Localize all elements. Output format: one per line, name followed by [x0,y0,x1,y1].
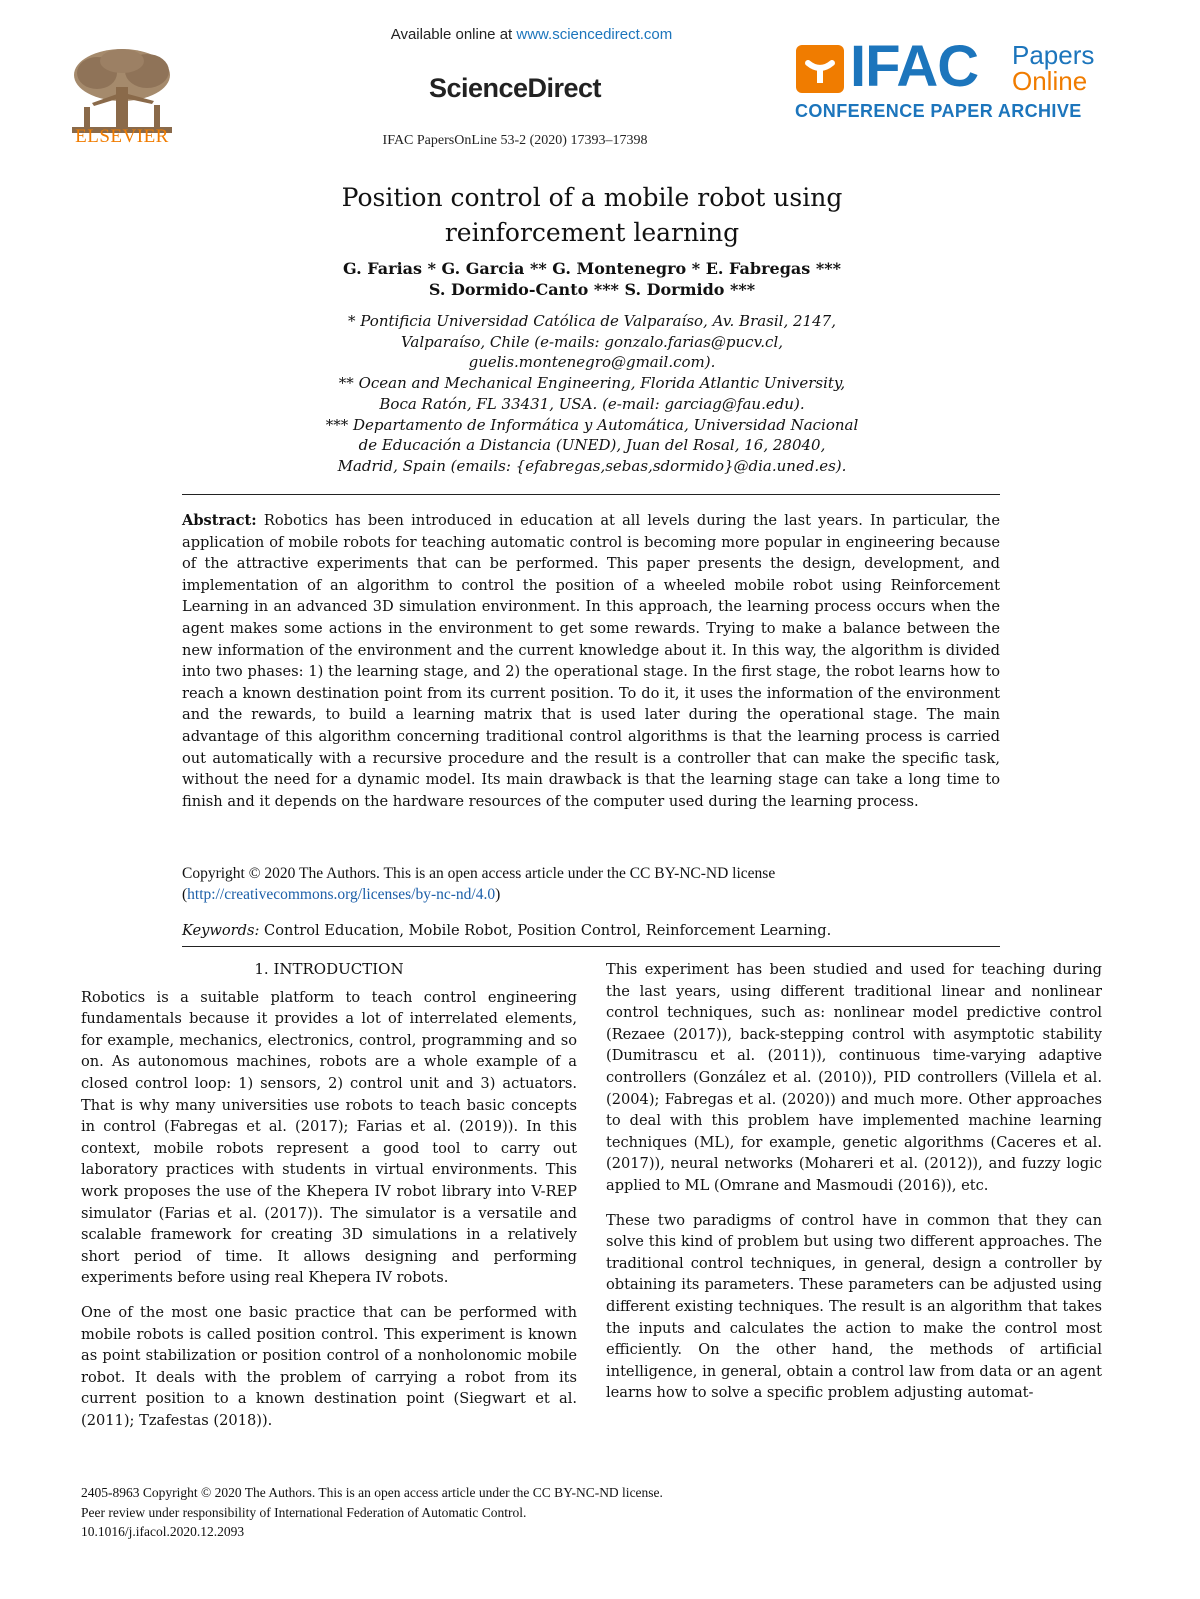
ifac-archive-label: CONFERENCE PAPER ARCHIVE [795,101,1082,121]
affiliation-line: Madrid, Spain (emails: {efabregas,sebas,sdormido}@dia.uned.es). [337,456,847,475]
affiliations [0,311,1184,477]
section-heading-introduction: 1. INTRODUCTION [254,960,404,978]
paper-title [0,180,1184,250]
right-column [606,959,1102,1417]
affiliation-line: * Pontificia Universidad Católica de Valparaíso, Av. Brasil, 2147, [348,312,836,330]
authors-line-1: G. Farias * G. Garcia ** G. Montenegro * E. Fabregas *** [343,259,841,278]
keywords-label: Keywords: [182,922,260,939]
affiliation-line: ** Ocean and Mechanical Engineering, Florida Atlantic University, [338,374,846,393]
abstract-text: Robotics has been introduced in education at all levels during the last years. In particular, the application of mobile robots for teaching automatic control is becoming more popular in engineering because of the attractive experiments that can be performed. This paper presents the design, development, and implementation of an algorithm to control the position of a wheeled mobile robot using Reinforcement Learning in an advanced 3D simulation environment. In this approach, the learning process occurs when the agent makes some actions in the environment to get some rewards. Trying to make a balance between the new information of the environment and the current knowledge about it. In this way, the algorithm is divided into two phases: 1) the learning stage, and 2) the operational stage. In the first stage, the robot learns how to reach a known destination point from its current position. To do it, it uses the information of the environment and the rewards, to build a learning matrix that is used later during the operational stage. The main advantage of this algorithm concerning traditional control algorithms is that the learning process is carried out automatically with a recursive procedure and the result is a controller that can make the specific task, without the need for a dynamic model. Its main drawback is that the learning stage can take a long time to finish and it depends on the hardware resources of the computer used during the learning process. [182,512,1000,810]
affiliation-line: guelis.montenegro@gmail.com). [468,353,716,372]
keywords [182,920,1000,941]
platform-name: ScienceDirect [428,73,602,103]
availability-prefix: Available online at [390,26,517,43]
author-list [0,258,1184,300]
publisher-name: ELSEVIER [75,126,169,147]
paragraph: These two paradigms of control have in common that they can solve this kind of problem but using two different approaches. The traditional control techniques, in general, design a controller by obtaining its parameters. These parameters can be adjusted using different existing techniques. The result is an algorithm that takes the inputs and calculates the action to make the control most efficiently. On the other hand, the methods of artificial intelligence, in general, obtain a control law from data or an agent learns how to solve a specific problem adjusting automat- [606,1211,1102,1402]
ifac-logo-icon [796,45,844,93]
authors-line-2: S. Dormido-Canto *** S. Dormido *** [428,280,756,299]
license-link[interactable]: http://creativecommons.org/licenses/by-nc-nd/4.0 [187,886,496,903]
license-close-paren: ) [495,886,501,903]
affiliation-line: Valparaíso, Chile (e-mails: gonzalo.farias@pucv.cl, [400,332,784,351]
ifac-wordmark: IFAC [850,34,979,99]
left-column [81,959,577,1444]
license-line [182,884,1000,905]
ifac-online-label: Online [1012,66,1088,96]
abstract-copyright [182,863,1000,905]
paragraph: One of the most one basic practice that can be performed with mobile robots is called position control. This experiment is known as point stabilization or position control of a nonholonomic mobile robot. It deals with the problem of carrying a robot from its current position to a known destination point (Siegwart et al. (2011); Tzafestas (2018)). [81,1303,577,1429]
ifac-papers-label: Papers [1012,40,1095,70]
affiliation-line: *** Departamento de Informática y Automática, Universidad Nacional [325,415,859,434]
title-line-2: reinforcement learning [444,218,740,247]
keywords-text: Control Education, Mobile Robot, Position Control, Reinforcement Learning. [264,922,832,939]
abstract-top-rule [182,494,1000,495]
page-footer [81,1483,663,1542]
abstract-bottom-rule [182,946,1000,947]
affiliation-line: Boca Ratón, FL 33431, USA. (e-mail: garciag@fau.edu). [379,394,805,413]
journal-citation: IFAC PapersOnLine 53-2 (2020) 17393–17398 [382,133,648,148]
paragraph: This experiment has been studied and used for teaching during the last years, using different traditional linear and nonlinear control techniques, such as: nonlinear model predictive control (Rezaee (2017)), back-stepping control with asymptotic stability (Dumitrascu et al. (2011)), continuous time-varying adaptive controllers (González et al. (2010)), PID controllers (Villela et al. (2004); Fabregas et al. (2020)) and much more. Other approaches to deal with this problem have implemented machine learning techniques (ML), for example, genetic algorithms (Caceres et al. (2017)), neural networks (Mohareri et al. (2012)), and fuzzy logic applied to ML (Omrane and Masmoudi (2016)), etc. [606,961,1102,1194]
copyright-notice: Copyright © 2020 The Authors. This is an open access article under the CC BY-NC-ND license [182,865,776,882]
abstract [182,510,1000,812]
paragraph: Robotics is a suitable platform to teach control engineering fundamentals because it provides a lot of interrelated elements, for example, mechanics, electronics, control, programming and so on. As autonomous machines, robots are a whole example of a closed control loop: 1) sensors, 2) control unit and 3) actuators. That is why many universities use robots to teach basic concepts in control (Fabregas et al. (2017); Farias et al. (2019)). In this context, mobile robots represent a good tool to carry out laboratory practices with students in virtual environments. This work proposes the use of the Khepera IV robot library into V-REP simulator (Farias et al. (2017)). The simulator is a versatile and scalable framework for creating 3D simulations in a relatively short period of time. It allows designing and performing experiments before using real Khepera IV robots. [81,988,577,1287]
license-open-paren: ( [182,886,188,903]
abstract-label: Abstract: [182,512,257,529]
sciencedirect-link[interactable]: www.sciencedirect.com [516,26,673,43]
title-line-1: Position control of a mobile robot using [341,183,843,212]
footer-issn-copyright: 2405-8963 Copyright © 2020 The Authors. This is an open access article under the CC BY-NC-ND license. [81,1485,663,1500]
footer-peer-review: Peer review under responsibility of International Federation of Automatic Control. [81,1504,527,1520]
affiliation-line: de Educación a Distancia (UNED), Juan del Rosal, 16, 28040, [358,436,826,455]
footer-doi[interactable]: 10.1016/j.ifacol.2020.12.2093 [81,1524,245,1539]
